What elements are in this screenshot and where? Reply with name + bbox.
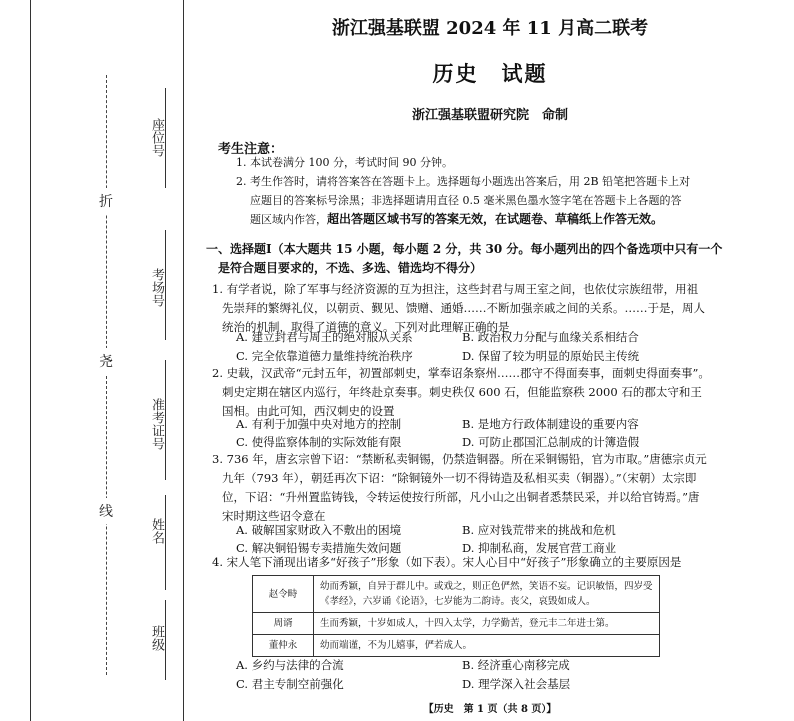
q4-table-desc-line: 幼而秀颖，自异于群儿中。或戏之，则正色俨然，笑语不妄。记识敏悟，四岁受 <box>320 581 653 592</box>
q4-table-desc <box>314 576 660 613</box>
notice-title: 考生注意： <box>218 142 284 157</box>
q3-option-d: D. 抑制私商，发展官营工商业 <box>462 541 617 555</box>
q3-option-b: B. 应对钱荒带来的挑战和危机 <box>462 523 616 537</box>
q4-table-name: 董仲永 <box>253 635 314 657</box>
table-row <box>253 613 660 635</box>
field-admission-number: 准考证号 <box>149 398 164 450</box>
q2-line-1: 2. 史载，汉武帝“元封五年，初置部刺史，掌奉诏条察州……郡守不得面奏事，面刺史得面奏事”。 <box>212 366 710 380</box>
notice-item-2-line-1: 2. 考生作答时，请将答案答在答题卡上。选择题每小题选出答案后，用 2B 铅笔把答题卡上对 <box>236 175 691 188</box>
table-row <box>253 635 660 657</box>
field-class: 班级 <box>149 625 164 651</box>
q3-line-3: 位，下诏：“升州置监铸钱，令转运使按行所部，凡小山之出铜者悉禁民采，并以给官铸焉。”唐 <box>222 490 700 504</box>
table-row <box>253 576 660 613</box>
page-footer: 【历史 第 1 页（共 8 页）】 <box>423 704 557 715</box>
seat-number-line <box>165 88 166 188</box>
q2-option-a: A. 有利于加强中央对地方的控制 <box>236 417 402 431</box>
field-name: 姓名 <box>149 518 164 544</box>
q1-line-3: 统治的机制，取得了道德的意义。下列对此理解正确的是 <box>222 320 510 334</box>
subject-title: 历史 试题 <box>432 61 548 86</box>
q1-option-c: C. 完全依靠道德力量维持统治秩序 <box>236 349 413 363</box>
q3-option-c: C. 解决铜铅锡专卖措施失效问题 <box>236 541 402 555</box>
section-1-heading-cont: 是符合题目要求的，不选、多选、错选均不得分） <box>218 261 483 275</box>
q4-table-name: 周谞 <box>253 613 314 635</box>
q1-option-b: B. 政治权力分配与血缘关系相结合 <box>462 330 639 344</box>
class-line <box>165 600 166 680</box>
field-seat-number: 座位号 <box>149 118 164 157</box>
binding-border-left <box>30 0 31 721</box>
cut-char-seal: 尧 <box>99 348 113 374</box>
q4-table-desc: 幼而端谨，不为儿嬉事，俨若成人。 <box>314 635 660 657</box>
admission-number-line <box>165 360 166 480</box>
q1-option-d: D. 保留了较为明显的原始民主传统 <box>462 349 640 363</box>
q3-option-a: A. 破解国家财政入不敷出的困境 <box>236 523 402 537</box>
q3-line-4: 宋时期这些诏令意在 <box>222 509 326 523</box>
binding-border-right <box>183 0 184 721</box>
q4-option-a: A. 乡约与法律的合流 <box>236 658 344 672</box>
q1-line-2: 先崇拜的繁缛礼仪，以朝贡、觐见、馈赠、通婚……不断加强亲戚之间的关系。……于是，周人 <box>222 301 705 315</box>
q2-option-d: D. 可防止郡国汇总制成的计簿造假 <box>462 435 640 449</box>
q4-line-1: 4. 宋人笔下涌现出诸多“好孩子”形象（如下表）。宋人心目中“好孩子”形象确立的主要原因是 <box>212 555 682 569</box>
q4-table <box>252 575 660 657</box>
q3-line-2: 九年（793 年），朝廷再次下诏：“除铜镜外一切不得铸造及私相买卖（铜器）。”（宋朝）太宗即 <box>222 471 697 485</box>
q4-table-desc: 生而秀颖，十岁如成人，十四入太学，力学勤苦，登元丰二年进士第。 <box>314 613 660 635</box>
q4-table-desc-line: 《孝经》，六岁诵《论语》，七岁能为二韵诗。丧父，哀毁如成人。 <box>320 596 596 607</box>
name-line <box>165 495 166 590</box>
exam-room-line <box>165 230 166 340</box>
q4-option-d: D. 理学深入社会基层 <box>462 677 571 691</box>
q4-option-b: B. 经济重心南移完成 <box>462 658 570 672</box>
cut-line <box>106 75 107 675</box>
q2-line-2: 刺史定期在辖区内巡行，年终赴京奏事。刺史秩仅 600 石，但能监察秩 2000 石的郡太守和王 <box>222 385 702 399</box>
q4-table-name: 赵令畤 <box>253 576 314 613</box>
q3-line-1: 3. 736 年，唐玄宗曾下诏：“禁断私卖铜锡，仍禁造铜器。所在采铜锡铅，官为市取。”唐德宗贞元 <box>212 452 707 466</box>
notice-item-1: 1. 本试卷满分 100 分，考试时间 90 分钟。 <box>236 156 453 169</box>
notice-item-2-line-3 <box>250 210 663 229</box>
field-exam-room: 考场号 <box>149 268 164 307</box>
notice-item-2-line-3-emphasis: 超出答题区域书写的答案无效，在试题卷、草稿纸上作答无效。 <box>327 212 664 226</box>
q4-option-c: C. 君主专制空前强化 <box>236 677 344 691</box>
q2-option-c: C. 使得监察体制的实际效能有限 <box>236 435 402 449</box>
section-1-heading: 一、选择题Ⅰ（本大题共 15 小题，每小题 2 分，共 30 分。每小题列出的四个备选项中只有一个 <box>206 242 723 256</box>
q2-option-b: B. 是地方行政体制建设的重要内容 <box>462 417 639 431</box>
cut-char-line: 线 <box>99 498 113 524</box>
q2-line-3: 国相。由此可知，西汉刺史的设置 <box>222 404 395 418</box>
q1-line-1: 1. 有学者说，除了军事与经济资源的互为担注，这些封君与周王室之间，也依仗宗族纽带，用祖 <box>212 282 699 296</box>
notice-item-2-line-3-plain: 题区域内作答， <box>250 213 327 226</box>
q1-option-a: A. 建立封君与周王的绝对服从关系 <box>236 330 413 344</box>
cut-char-fold: 折 <box>99 188 113 214</box>
exam-title: 浙江强基联盟 2024 年 11 月高二联考 <box>331 18 649 39</box>
notice-item-2-line-2: 应题目的答案标号涂黑；非选择题请用直径 0.5 毫米黑色墨水签字笔在答题卡上各题的答 <box>250 194 682 207</box>
issuer: 浙江强基联盟研究院 命制 <box>411 108 568 123</box>
